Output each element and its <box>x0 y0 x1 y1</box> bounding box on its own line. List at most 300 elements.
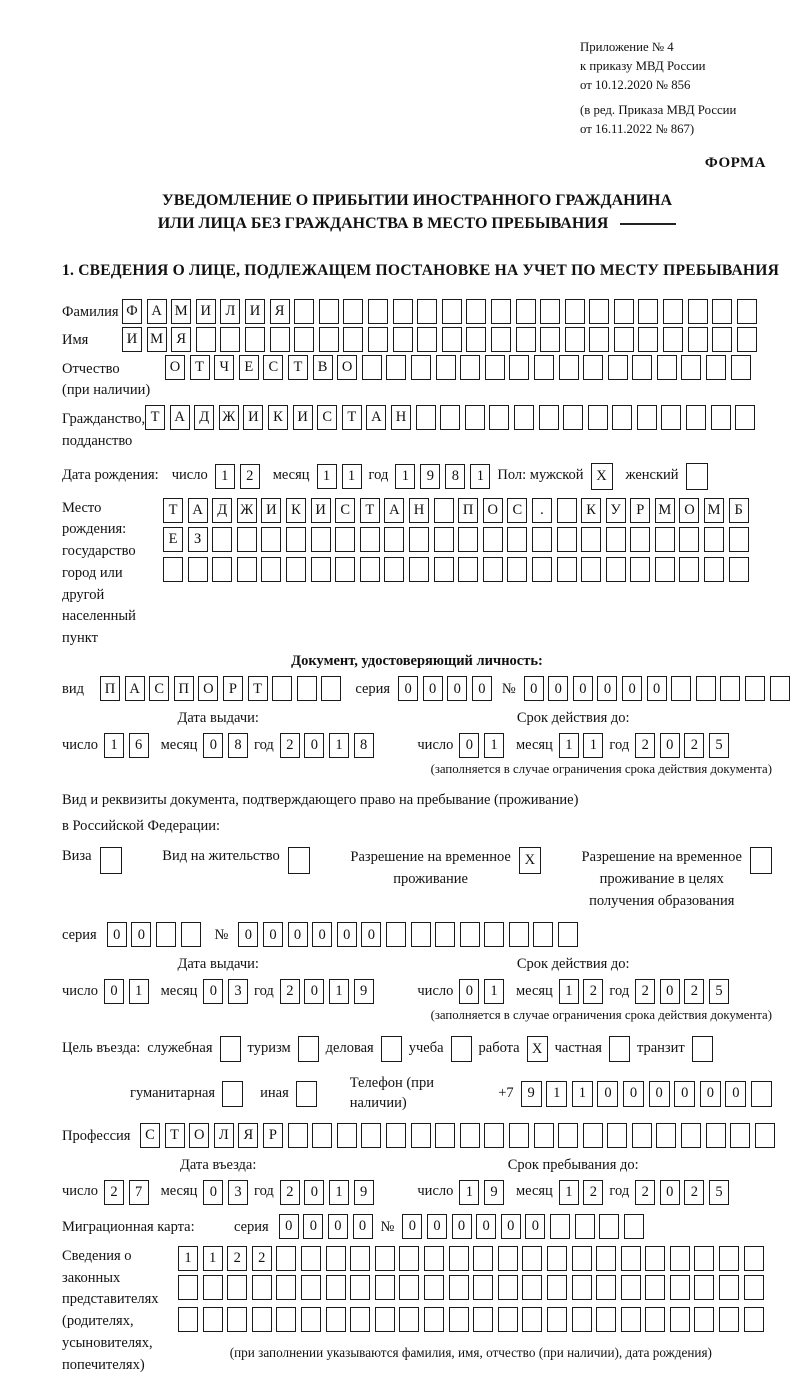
char-cell[interactable]: О <box>189 1123 209 1148</box>
char-cell[interactable] <box>261 557 281 582</box>
char-cell[interactable]: К <box>268 405 288 430</box>
char-cell[interactable]: 0 <box>660 1180 680 1205</box>
char-cell[interactable] <box>276 1246 296 1271</box>
char-cell[interactable] <box>596 1307 616 1332</box>
char-cell[interactable]: Л <box>214 1123 234 1148</box>
char-cell[interactable] <box>539 405 559 430</box>
char-cell[interactable] <box>737 299 757 324</box>
char-cell[interactable] <box>409 557 429 582</box>
char-cell[interactable] <box>712 299 732 324</box>
char-cell[interactable] <box>196 327 216 352</box>
char-cell[interactable]: 1 <box>342 464 362 489</box>
char-cell[interactable] <box>473 1307 493 1332</box>
char-cell[interactable]: И <box>196 299 216 324</box>
char-cell[interactable] <box>460 1123 480 1148</box>
char-cell[interactable]: 1 <box>317 464 337 489</box>
char-cell[interactable] <box>696 676 716 701</box>
char-cell[interactable]: 2 <box>684 979 704 1004</box>
char-cell[interactable] <box>409 527 429 552</box>
char-cell[interactable] <box>301 1307 321 1332</box>
char-cell[interactable] <box>442 299 462 324</box>
char-cell[interactable] <box>719 1275 739 1300</box>
char-cell[interactable]: 1 <box>583 733 603 758</box>
char-cell[interactable] <box>417 299 437 324</box>
char-cell[interactable]: Я <box>270 299 290 324</box>
char-cell[interactable] <box>449 1275 469 1300</box>
char-cell[interactable]: 0 <box>660 979 680 1004</box>
char-cell[interactable] <box>483 527 503 552</box>
char-cell[interactable]: Ж <box>237 498 257 523</box>
char-cell[interactable]: З <box>188 527 208 552</box>
char-cell[interactable] <box>686 405 706 430</box>
char-cell[interactable] <box>321 676 341 701</box>
char-cell[interactable] <box>509 1123 529 1148</box>
char-cell[interactable]: 0 <box>303 1214 323 1239</box>
char-cell[interactable] <box>692 1036 713 1062</box>
char-cell[interactable] <box>350 1275 370 1300</box>
char-cell[interactable] <box>534 1123 554 1148</box>
char-cell[interactable]: А <box>147 299 167 324</box>
char-cell[interactable]: 9 <box>354 1180 374 1205</box>
char-cell[interactable]: 0 <box>203 1180 223 1205</box>
char-cell[interactable] <box>516 327 536 352</box>
char-cell[interactable] <box>399 1246 419 1271</box>
char-cell[interactable]: 1 <box>572 1081 593 1107</box>
char-cell[interactable] <box>572 1246 592 1271</box>
char-cell[interactable]: О <box>483 498 503 523</box>
char-cell[interactable] <box>435 922 455 947</box>
char-cell[interactable] <box>296 1081 317 1107</box>
char-cell[interactable]: 0 <box>131 922 151 947</box>
char-cell[interactable] <box>681 355 701 380</box>
char-cell[interactable] <box>657 355 677 380</box>
char-cell[interactable] <box>484 1123 504 1148</box>
char-cell[interactable] <box>706 355 726 380</box>
char-cell[interactable]: Р <box>223 676 243 701</box>
char-cell[interactable] <box>498 1307 518 1332</box>
char-cell[interactable] <box>607 1123 627 1148</box>
char-cell[interactable] <box>744 1275 764 1300</box>
char-cell[interactable]: 0 <box>725 1081 746 1107</box>
char-cell[interactable] <box>203 1307 223 1332</box>
char-cell[interactable] <box>694 1275 714 1300</box>
char-cell[interactable]: 0 <box>203 733 223 758</box>
char-cell[interactable]: 9 <box>521 1081 542 1107</box>
char-cell[interactable]: 2 <box>635 979 655 1004</box>
char-cell[interactable] <box>424 1246 444 1271</box>
char-cell[interactable] <box>343 299 363 324</box>
char-cell[interactable]: Т <box>360 498 380 523</box>
char-cell[interactable] <box>612 405 632 430</box>
char-cell[interactable] <box>731 355 751 380</box>
char-cell[interactable]: 1 <box>459 1180 479 1205</box>
char-cell[interactable]: П <box>100 676 120 701</box>
char-cell[interactable] <box>614 299 634 324</box>
char-cell[interactable] <box>751 1081 772 1107</box>
char-cell[interactable] <box>745 676 765 701</box>
char-cell[interactable] <box>712 327 732 352</box>
char-cell[interactable] <box>386 355 406 380</box>
char-cell[interactable] <box>565 299 585 324</box>
char-cell[interactable] <box>361 1123 381 1148</box>
char-cell[interactable] <box>460 355 480 380</box>
char-cell[interactable] <box>424 1275 444 1300</box>
char-cell[interactable]: М <box>655 498 675 523</box>
char-cell[interactable]: 2 <box>240 464 260 489</box>
char-cell[interactable]: У <box>606 498 626 523</box>
char-cell[interactable]: 0 <box>423 676 443 701</box>
char-cell[interactable] <box>704 527 724 552</box>
char-cell[interactable] <box>609 1036 630 1062</box>
char-cell[interactable] <box>589 299 609 324</box>
char-cell[interactable]: 2 <box>635 1180 655 1205</box>
char-cell[interactable] <box>449 1246 469 1271</box>
char-cell[interactable]: И <box>243 405 263 430</box>
char-cell[interactable]: 0 <box>525 1214 545 1239</box>
char-cell[interactable]: А <box>125 676 145 701</box>
char-cell[interactable] <box>656 1123 676 1148</box>
char-cell[interactable] <box>606 527 626 552</box>
char-cell[interactable] <box>466 299 486 324</box>
char-cell[interactable] <box>671 676 691 701</box>
char-cell[interactable]: О <box>165 355 185 380</box>
char-cell[interactable] <box>572 1307 592 1332</box>
char-cell[interactable]: 8 <box>445 464 465 489</box>
char-cell[interactable] <box>509 355 529 380</box>
char-cell[interactable] <box>581 527 601 552</box>
char-cell[interactable]: 9 <box>420 464 440 489</box>
char-cell[interactable] <box>440 405 460 430</box>
char-cell[interactable]: 0 <box>597 676 617 701</box>
char-cell[interactable]: 0 <box>238 922 258 947</box>
char-cell[interactable] <box>663 299 683 324</box>
char-cell[interactable] <box>386 1123 406 1148</box>
char-cell[interactable]: М <box>147 327 167 352</box>
char-cell[interactable]: Т <box>145 405 165 430</box>
char-cell[interactable] <box>596 1275 616 1300</box>
char-cell[interactable] <box>436 355 456 380</box>
char-cell[interactable]: Т <box>288 355 308 380</box>
char-cell[interactable] <box>572 1275 592 1300</box>
char-cell[interactable] <box>178 1307 198 1332</box>
char-cell[interactable]: 1 <box>559 979 579 1004</box>
char-cell[interactable]: 2 <box>104 1180 124 1205</box>
char-cell[interactable] <box>399 1307 419 1332</box>
char-cell[interactable] <box>489 405 509 430</box>
char-cell[interactable]: И <box>311 498 331 523</box>
char-cell[interactable] <box>514 405 534 430</box>
char-cell[interactable] <box>621 1246 641 1271</box>
char-cell[interactable] <box>498 1275 518 1300</box>
char-cell[interactable]: 0 <box>402 1214 422 1239</box>
char-cell[interactable] <box>498 1246 518 1271</box>
char-cell[interactable] <box>286 557 306 582</box>
char-cell[interactable]: 0 <box>674 1081 695 1107</box>
char-cell[interactable] <box>350 1246 370 1271</box>
char-cell[interactable]: Н <box>409 498 429 523</box>
char-cell[interactable] <box>720 676 740 701</box>
char-cell[interactable]: П <box>174 676 194 701</box>
char-cell[interactable] <box>220 1036 241 1062</box>
char-cell[interactable]: Е <box>163 527 183 552</box>
char-cell[interactable]: 8 <box>354 733 374 758</box>
char-cell[interactable]: С <box>317 405 337 430</box>
char-cell[interactable]: 1 <box>129 979 149 1004</box>
char-cell[interactable]: А <box>188 498 208 523</box>
char-cell[interactable] <box>522 1246 542 1271</box>
char-cell[interactable] <box>663 327 683 352</box>
char-cell[interactable] <box>411 355 431 380</box>
char-cell[interactable]: 8 <box>228 733 248 758</box>
char-cell[interactable] <box>473 1246 493 1271</box>
char-cell[interactable]: X <box>519 847 541 874</box>
char-cell[interactable]: П <box>458 498 478 523</box>
char-cell[interactable] <box>375 1275 395 1300</box>
char-cell[interactable]: И <box>122 327 142 352</box>
char-cell[interactable] <box>670 1307 690 1332</box>
char-cell[interactable] <box>288 1123 308 1148</box>
char-cell[interactable]: 0 <box>647 676 667 701</box>
char-cell[interactable]: С <box>507 498 527 523</box>
char-cell[interactable] <box>645 1275 665 1300</box>
char-cell[interactable] <box>227 1275 247 1300</box>
char-cell[interactable]: 2 <box>227 1246 247 1271</box>
char-cell[interactable]: 0 <box>548 676 568 701</box>
char-cell[interactable] <box>729 557 749 582</box>
char-cell[interactable] <box>575 1214 595 1239</box>
char-cell[interactable] <box>565 327 585 352</box>
char-cell[interactable] <box>624 1214 644 1239</box>
char-cell[interactable]: . <box>532 498 552 523</box>
char-cell[interactable] <box>237 557 257 582</box>
char-cell[interactable]: 2 <box>684 733 704 758</box>
char-cell[interactable] <box>614 327 634 352</box>
char-cell[interactable] <box>637 405 657 430</box>
char-cell[interactable] <box>491 299 511 324</box>
char-cell[interactable] <box>632 1123 652 1148</box>
char-cell[interactable]: 0 <box>398 676 418 701</box>
char-cell[interactable] <box>188 557 208 582</box>
char-cell[interactable] <box>532 557 552 582</box>
char-cell[interactable] <box>261 527 281 552</box>
char-cell[interactable]: 3 <box>228 979 248 1004</box>
char-cell[interactable] <box>326 1246 346 1271</box>
char-cell[interactable] <box>212 527 232 552</box>
char-cell[interactable]: Т <box>342 405 362 430</box>
char-cell[interactable] <box>381 1036 402 1062</box>
char-cell[interactable]: 1 <box>484 733 504 758</box>
char-cell[interactable]: 2 <box>583 1180 603 1205</box>
char-cell[interactable] <box>424 1307 444 1332</box>
char-cell[interactable] <box>212 557 232 582</box>
char-cell[interactable] <box>679 527 699 552</box>
char-cell[interactable] <box>581 557 601 582</box>
char-cell[interactable] <box>540 299 560 324</box>
char-cell[interactable] <box>368 299 388 324</box>
char-cell[interactable]: 1 <box>215 464 235 489</box>
char-cell[interactable]: Л <box>220 299 240 324</box>
char-cell[interactable] <box>203 1275 223 1300</box>
char-cell[interactable] <box>312 1123 332 1148</box>
char-cell[interactable] <box>343 327 363 352</box>
char-cell[interactable]: С <box>263 355 283 380</box>
char-cell[interactable]: 0 <box>700 1081 721 1107</box>
char-cell[interactable] <box>688 327 708 352</box>
char-cell[interactable]: 0 <box>279 1214 299 1239</box>
char-cell[interactable]: Ж <box>219 405 239 430</box>
char-cell[interactable] <box>655 527 675 552</box>
char-cell[interactable] <box>434 527 454 552</box>
char-cell[interactable] <box>276 1275 296 1300</box>
char-cell[interactable]: 0 <box>459 979 479 1004</box>
char-cell[interactable]: 1 <box>395 464 415 489</box>
char-cell[interactable] <box>276 1307 296 1332</box>
char-cell[interactable] <box>547 1246 567 1271</box>
char-cell[interactable] <box>222 1081 243 1107</box>
char-cell[interactable]: К <box>286 498 306 523</box>
char-cell[interactable]: 0 <box>203 979 223 1004</box>
char-cell[interactable] <box>294 299 314 324</box>
char-cell[interactable]: 0 <box>573 676 593 701</box>
char-cell[interactable] <box>645 1246 665 1271</box>
char-cell[interactable] <box>735 405 755 430</box>
char-cell[interactable]: Т <box>248 676 268 701</box>
char-cell[interactable] <box>458 557 478 582</box>
char-cell[interactable] <box>319 299 339 324</box>
char-cell[interactable]: 0 <box>649 1081 670 1107</box>
char-cell[interactable] <box>630 557 650 582</box>
char-cell[interactable]: 1 <box>329 733 349 758</box>
char-cell[interactable] <box>335 557 355 582</box>
char-cell[interactable] <box>750 847 772 874</box>
char-cell[interactable] <box>670 1275 690 1300</box>
char-cell[interactable]: Я <box>171 327 191 352</box>
char-cell[interactable] <box>621 1275 641 1300</box>
char-cell[interactable]: А <box>170 405 190 430</box>
char-cell[interactable]: 7 <box>129 1180 149 1205</box>
char-cell[interactable]: Р <box>630 498 650 523</box>
char-cell[interactable]: 5 <box>709 1180 729 1205</box>
char-cell[interactable] <box>245 327 265 352</box>
char-cell[interactable] <box>540 327 560 352</box>
char-cell[interactable] <box>350 1307 370 1332</box>
char-cell[interactable] <box>362 355 382 380</box>
char-cell[interactable] <box>547 1307 567 1332</box>
char-cell[interactable] <box>286 527 306 552</box>
char-cell[interactable] <box>466 327 486 352</box>
char-cell[interactable]: Н <box>391 405 411 430</box>
char-cell[interactable] <box>630 527 650 552</box>
char-cell[interactable]: 0 <box>353 1214 373 1239</box>
char-cell[interactable]: Д <box>212 498 232 523</box>
char-cell[interactable]: Б <box>729 498 749 523</box>
char-cell[interactable]: А <box>366 405 386 430</box>
char-cell[interactable] <box>434 557 454 582</box>
char-cell[interactable] <box>220 327 240 352</box>
char-cell[interactable] <box>655 557 675 582</box>
char-cell[interactable] <box>509 922 529 947</box>
char-cell[interactable] <box>311 527 331 552</box>
char-cell[interactable] <box>227 1307 247 1332</box>
char-cell[interactable]: Т <box>163 498 183 523</box>
char-cell[interactable]: 6 <box>129 733 149 758</box>
char-cell[interactable] <box>533 922 553 947</box>
char-cell[interactable] <box>393 299 413 324</box>
char-cell[interactable]: 1 <box>104 733 124 758</box>
char-cell[interactable] <box>688 299 708 324</box>
char-cell[interactable]: 1 <box>546 1081 567 1107</box>
char-cell[interactable] <box>589 327 609 352</box>
char-cell[interactable] <box>547 1275 567 1300</box>
char-cell[interactable]: 0 <box>361 922 381 947</box>
char-cell[interactable] <box>755 1123 775 1148</box>
char-cell[interactable] <box>384 557 404 582</box>
char-cell[interactable] <box>563 405 583 430</box>
char-cell[interactable] <box>744 1307 764 1332</box>
char-cell[interactable]: Ч <box>214 355 234 380</box>
char-cell[interactable] <box>737 327 757 352</box>
char-cell[interactable] <box>301 1275 321 1300</box>
char-cell[interactable] <box>638 327 658 352</box>
char-cell[interactable] <box>384 527 404 552</box>
char-cell[interactable] <box>368 327 388 352</box>
char-cell[interactable]: Т <box>165 1123 185 1148</box>
char-cell[interactable]: И <box>261 498 281 523</box>
char-cell[interactable] <box>507 527 527 552</box>
char-cell[interactable] <box>417 327 437 352</box>
char-cell[interactable]: Т <box>190 355 210 380</box>
char-cell[interactable] <box>522 1307 542 1332</box>
char-cell[interactable] <box>744 1246 764 1271</box>
char-cell[interactable]: М <box>171 299 191 324</box>
char-cell[interactable] <box>588 405 608 430</box>
char-cell[interactable] <box>706 1123 726 1148</box>
char-cell[interactable] <box>550 1214 570 1239</box>
char-cell[interactable] <box>599 1214 619 1239</box>
char-cell[interactable] <box>272 676 292 701</box>
char-cell[interactable]: О <box>337 355 357 380</box>
char-cell[interactable]: 0 <box>524 676 544 701</box>
char-cell[interactable] <box>770 676 790 701</box>
char-cell[interactable] <box>473 1275 493 1300</box>
char-cell[interactable]: 0 <box>476 1214 496 1239</box>
char-cell[interactable] <box>661 405 681 430</box>
char-cell[interactable]: X <box>591 463 613 490</box>
char-cell[interactable] <box>360 557 380 582</box>
char-cell[interactable] <box>326 1275 346 1300</box>
char-cell[interactable] <box>294 327 314 352</box>
char-cell[interactable]: Р <box>263 1123 283 1148</box>
char-cell[interactable] <box>375 1246 395 1271</box>
char-cell[interactable]: С <box>149 676 169 701</box>
char-cell[interactable]: 3 <box>228 1180 248 1205</box>
char-cell[interactable] <box>559 355 579 380</box>
char-cell[interactable] <box>237 527 257 552</box>
char-cell[interactable] <box>532 527 552 552</box>
char-cell[interactable] <box>711 405 731 430</box>
char-cell[interactable]: О <box>198 676 218 701</box>
char-cell[interactable]: 1 <box>559 1180 579 1205</box>
char-cell[interactable] <box>326 1307 346 1332</box>
char-cell[interactable]: 0 <box>288 922 308 947</box>
char-cell[interactable] <box>484 922 504 947</box>
char-cell[interactable]: 9 <box>484 1180 504 1205</box>
char-cell[interactable]: И <box>245 299 265 324</box>
char-cell[interactable] <box>608 355 628 380</box>
char-cell[interactable]: М <box>704 498 724 523</box>
char-cell[interactable] <box>670 1246 690 1271</box>
char-cell[interactable]: Е <box>239 355 259 380</box>
